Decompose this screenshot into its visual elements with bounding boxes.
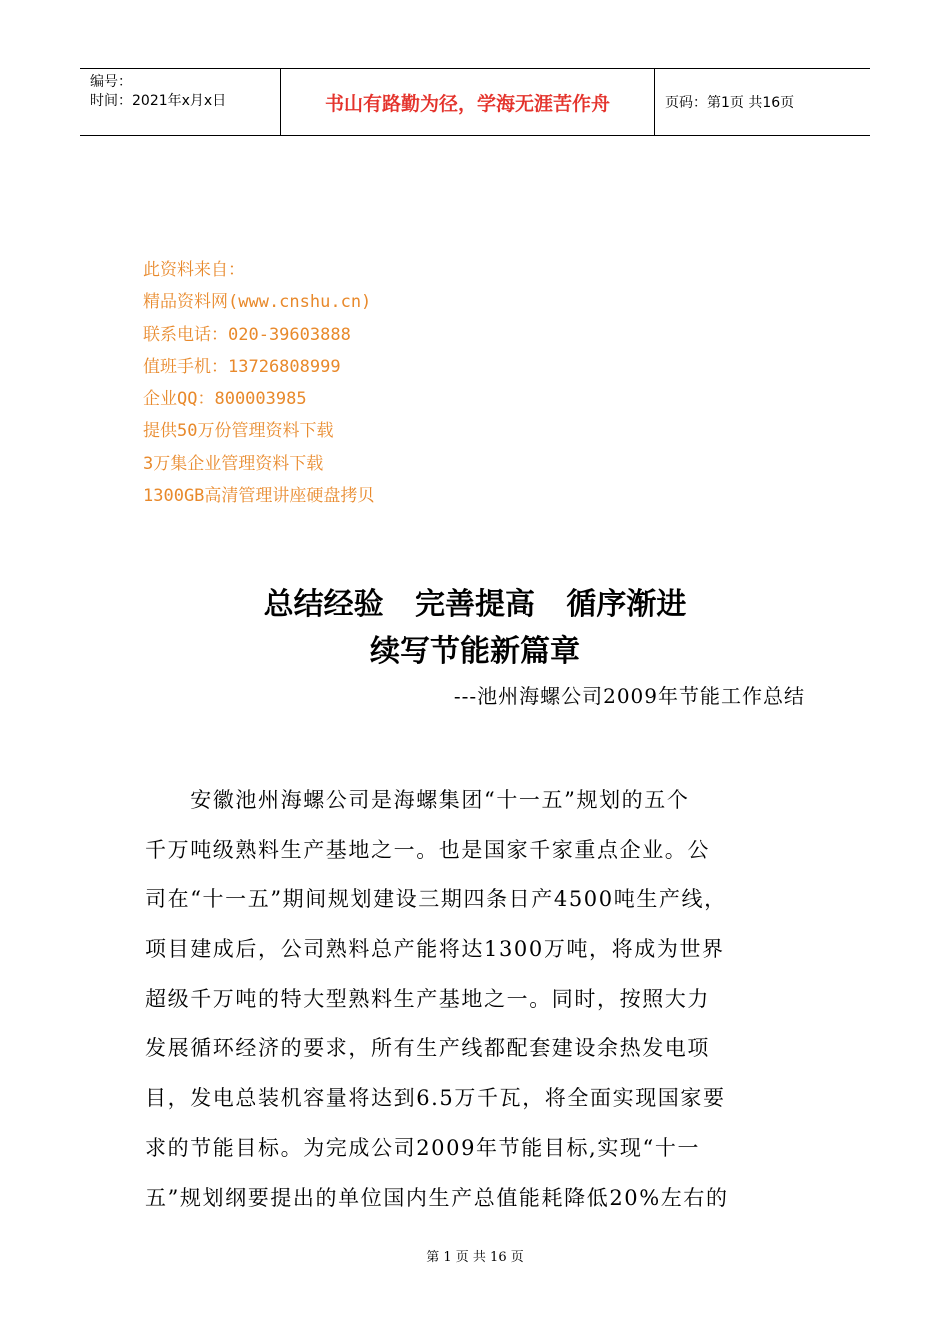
source-line: 1300GB高清管理讲座硬盘拷贝	[143, 486, 375, 507]
header-table	[80, 68, 870, 136]
source-line: 此资料来自：	[143, 260, 245, 280]
page-code-cell	[655, 69, 870, 135]
body-line: 发展循环经济的要求，所有生产线都配套建设余热发电项	[145, 1036, 710, 1061]
body-line: 五”规划纲要提出的单位国内生产总值能耗降低20%左右的	[145, 1185, 729, 1210]
source-line: 精品资料网(www.cnshu.cn)	[143, 292, 372, 313]
source-line: 提供50万份管理资料下载	[143, 421, 334, 442]
source-line: 值班手机：13726808999	[143, 356, 341, 377]
source-line: 联系电话：020-39603888	[143, 324, 351, 345]
motto-cell	[280, 69, 655, 135]
source-info-block	[143, 254, 374, 512]
body-line: 目，发电总装机容量将达到6.5万千瓦，将全面实现国家要	[145, 1086, 726, 1111]
document-title-line1: 总结经验 完善提高 循序渐进	[263, 587, 687, 622]
page-code-text: 页码：第1页 共16页	[665, 95, 795, 111]
number-label: 编号：	[90, 74, 132, 90]
header-info-cell	[80, 69, 280, 135]
body-line: 司在“十一五”期间规划建设三期四条日产4500吨生产线，	[145, 887, 727, 912]
body-paragraph	[145, 776, 810, 1223]
document-subtitle: ---池州海螺公司2009年节能工作总结	[453, 684, 805, 708]
time-label: 时间：2021年x月x日	[90, 93, 227, 109]
body-line: 超级千万吨的特大型熟料生产基地之一。同时，按照大力	[145, 986, 710, 1011]
motto-text: 书山有路勤为径，学海无涯苦作舟	[324, 92, 610, 115]
body-line: 安徽池州海螺公司是海螺集团“十一五”规划的五个	[145, 788, 690, 812]
source-line: 企业QQ：800003985	[143, 389, 307, 410]
document-title-line2: 续写节能新篇章	[370, 634, 580, 669]
source-line: 3万集企业管理资料下载	[143, 453, 324, 474]
body-line: 项目建成后，公司熟料总产能将达1300万吨，将成为世界	[145, 937, 725, 962]
body-line: 求的节能目标。为完成公司2009年节能目标,实现“十一	[145, 1135, 701, 1160]
body-line: 千万吨级熟料生产基地之一。也是国家千家重点企业。公	[145, 837, 710, 862]
page-footer: 第 1 页 共 16 页	[426, 1250, 524, 1265]
